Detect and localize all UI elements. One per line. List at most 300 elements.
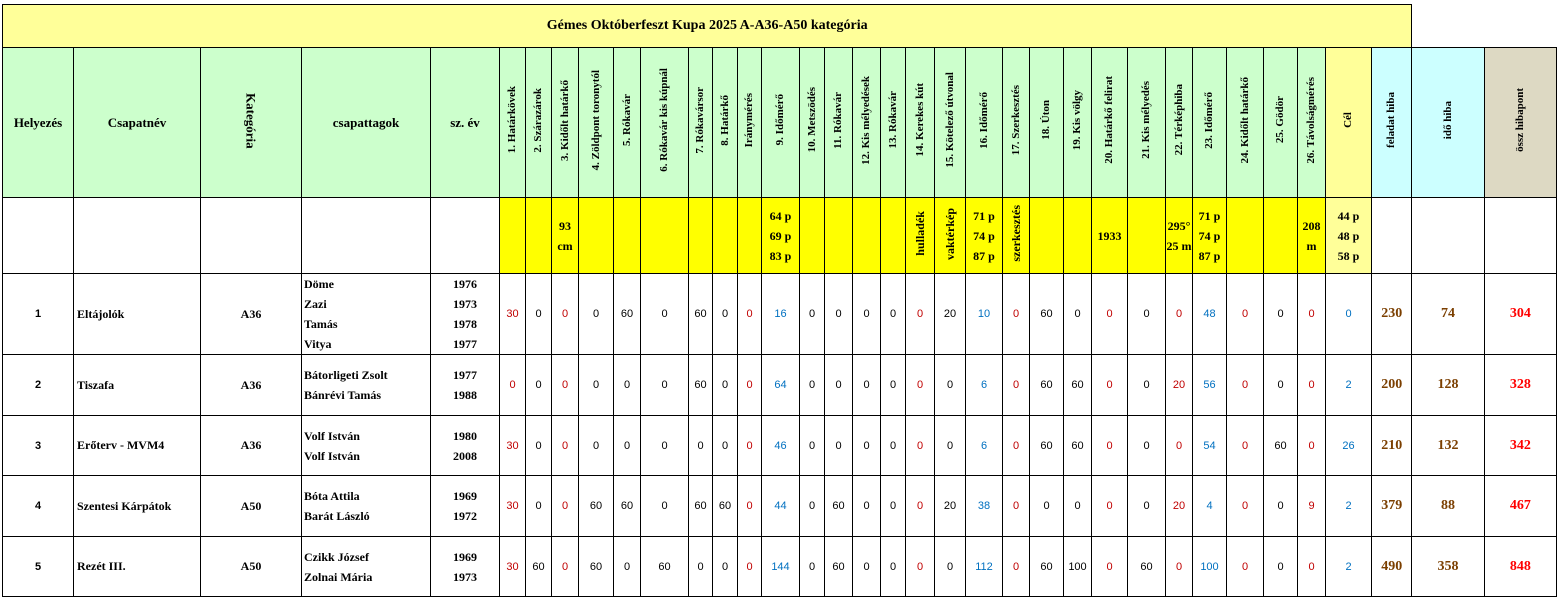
member-name: Bátorligeti Zsolt	[304, 368, 388, 382]
solution-cell	[1193, 198, 1227, 274]
solution-value: 74 p	[1198, 228, 1221, 243]
score-cell: 30	[500, 416, 526, 476]
score-cell: 0	[641, 476, 689, 537]
birth-year: 1980	[453, 428, 477, 443]
score-cell: 0	[1092, 274, 1128, 355]
member-name: Volf István	[304, 448, 360, 463]
header-station: 5. Rókavár	[614, 48, 641, 198]
birth-year: 1972	[453, 509, 477, 523]
score-cell: 0	[853, 537, 881, 597]
score-cell: 60	[579, 476, 614, 537]
time-error-cell: 88	[1412, 476, 1484, 537]
header-station: 4. Zöldpont toronytól	[579, 48, 614, 198]
score-cell: 0	[1003, 355, 1030, 416]
birth-year: 1969	[453, 549, 477, 564]
birth-year-cell	[431, 537, 500, 597]
score-cell: 26	[1326, 416, 1372, 476]
solution-blank	[74, 198, 201, 274]
rank-cell: 3	[3, 416, 74, 476]
birth-year: 1978	[453, 317, 477, 331]
score-cell: 0	[800, 274, 825, 355]
solution-cell	[1030, 198, 1064, 274]
header-task-error: feladat hiba	[1372, 48, 1412, 198]
score-cell: 0	[800, 416, 825, 476]
score-cell: 0	[641, 416, 689, 476]
score-cell: 0	[1003, 416, 1030, 476]
birth-year-cell	[431, 416, 500, 476]
member-name: Tamás	[304, 317, 338, 331]
score-cell: 0	[1166, 537, 1193, 597]
score-cell: 0	[552, 537, 579, 597]
birth-year: 2008	[453, 448, 477, 463]
score-cell: 0	[1166, 416, 1193, 476]
score-cell: 4	[1193, 476, 1227, 537]
score-cell: 60	[689, 355, 713, 416]
score-cell: 0	[1264, 355, 1298, 416]
score-cell: 0	[552, 476, 579, 537]
birth-year: 1973	[453, 297, 477, 311]
score-cell: 112	[966, 537, 1003, 597]
score-cell: 0	[713, 355, 738, 416]
solution-blank	[431, 198, 500, 274]
solution-value: 87 p	[973, 248, 995, 263]
solution-blank	[302, 198, 431, 274]
score-cell: 0	[1003, 537, 1030, 597]
solution-value: 71 p	[973, 208, 995, 223]
solution-cell: szerkesztés	[1003, 198, 1030, 274]
score-cell: 0	[1064, 476, 1092, 537]
score-cell: 20	[935, 476, 966, 537]
rank-cell: 1	[3, 274, 74, 355]
time-error-cell: 74	[1412, 274, 1484, 355]
score-cell: 0	[1030, 476, 1064, 537]
solution-cell	[1264, 198, 1298, 274]
score-cell: 0	[579, 355, 614, 416]
score-cell: 0	[881, 537, 906, 597]
member-name: Vitya	[304, 337, 332, 351]
score-cell: 0	[1326, 274, 1372, 355]
birth-year: 1977	[453, 368, 477, 382]
header-birth-year: sz. év	[431, 48, 500, 198]
solution-cell	[966, 198, 1003, 274]
score-cell: 0	[1003, 476, 1030, 537]
header-station: 12. Kis mélyedések	[853, 48, 881, 198]
solution-cell	[853, 198, 881, 274]
score-cell: 64	[762, 355, 800, 416]
score-cell: 2	[1326, 476, 1372, 537]
score-cell: 44	[762, 476, 800, 537]
score-cell: 60	[614, 476, 641, 537]
score-cell: 10	[966, 274, 1003, 355]
task-error-cell: 490	[1372, 537, 1412, 597]
solution-cell	[825, 198, 853, 274]
score-cell: 0	[1298, 274, 1326, 355]
score-cell: 0	[1166, 274, 1193, 355]
score-cell: 60	[1264, 416, 1298, 476]
score-cell: 60	[641, 537, 689, 597]
task-error-cell: 230	[1372, 274, 1412, 355]
solution-cell	[579, 198, 614, 274]
score-cell: 0	[641, 355, 689, 416]
table-title: Gémes Októberfeszt Kupa 2025 A-A36-A50 kategória	[3, 5, 1412, 48]
score-cell: 60	[614, 274, 641, 355]
table-row	[3, 537, 1557, 597]
score-cell: 30	[500, 274, 526, 355]
score-cell: 60	[1030, 537, 1064, 597]
members-cell	[302, 537, 431, 597]
score-cell: 0	[825, 355, 853, 416]
rank-cell: 5	[3, 537, 74, 597]
table-row	[3, 274, 1557, 355]
score-cell: 0	[1092, 355, 1128, 416]
score-cell: 6	[966, 355, 1003, 416]
score-cell: 60	[1128, 537, 1166, 597]
score-cell: 0	[1128, 274, 1166, 355]
score-cell: 0	[935, 416, 966, 476]
score-cell: 0	[526, 355, 552, 416]
task-error-cell: 200	[1372, 355, 1412, 416]
score-cell: 0	[906, 476, 935, 537]
header-station: 22. Térképhiba	[1166, 48, 1193, 198]
solution-cell	[881, 198, 906, 274]
total-cell: 467	[1484, 476, 1556, 537]
results-table	[2, 4, 1557, 597]
score-cell: 0	[713, 537, 738, 597]
score-cell: 0	[1264, 274, 1298, 355]
score-cell: 0	[800, 355, 825, 416]
score-cell: 0	[1298, 355, 1326, 416]
members-cell	[302, 274, 431, 355]
solution-cell	[1092, 198, 1128, 274]
header-station: Iránymérés	[738, 48, 762, 198]
solution-cell	[689, 198, 713, 274]
category-cell: A36	[201, 416, 302, 476]
solution-value: 58 p	[1337, 248, 1360, 263]
score-cell: 0	[881, 476, 906, 537]
score-cell: 48	[1193, 274, 1227, 355]
score-cell: 0	[906, 537, 935, 597]
score-cell: 0	[738, 355, 762, 416]
score-cell: 0	[825, 274, 853, 355]
score-cell: 38	[966, 476, 1003, 537]
score-cell: 0	[713, 416, 738, 476]
birth-year: 1969	[453, 489, 477, 503]
member-name: Döme	[304, 277, 334, 291]
solution-cell	[1128, 198, 1166, 274]
solution-cell	[1064, 198, 1092, 274]
score-cell: 0	[906, 274, 935, 355]
header-team: Csapatnév	[74, 48, 201, 198]
header-total: össz hibapont	[1484, 48, 1556, 198]
header-station: 2. Szárazárok	[526, 48, 552, 198]
header-station: 17. Szerkesztés	[1003, 48, 1030, 198]
score-cell: 30	[500, 537, 526, 597]
total-cell: 328	[1484, 355, 1556, 416]
score-cell: 0	[689, 416, 713, 476]
score-cell: 0	[614, 537, 641, 597]
header-station: 20. Határkő felirat	[1092, 48, 1128, 198]
score-cell: 0	[1227, 355, 1264, 416]
solution-cell	[614, 198, 641, 274]
score-cell: 2	[1326, 355, 1372, 416]
birth-year-cell	[431, 355, 500, 416]
score-cell: 0	[713, 274, 738, 355]
score-cell: 0	[689, 537, 713, 597]
header-station: 16. Időmérő	[966, 48, 1003, 198]
score-cell: 0	[906, 416, 935, 476]
total-cell: 848	[1484, 537, 1556, 597]
table-row	[3, 416, 1557, 476]
score-cell: 0	[881, 355, 906, 416]
solution-cell	[1298, 198, 1326, 274]
score-cell: 20	[1166, 355, 1193, 416]
score-cell: 16	[762, 274, 800, 355]
birth-year: 1988	[453, 388, 477, 402]
team-name: Eltájolók	[74, 274, 201, 355]
header-station: 24. Kidőlt határkő	[1227, 48, 1264, 198]
birth-year: 1977	[453, 337, 477, 351]
rank-cell: 4	[3, 476, 74, 537]
members-cell	[302, 476, 431, 537]
header-members: csapattagok	[302, 48, 431, 198]
score-cell: 0	[1128, 476, 1166, 537]
score-cell: 0	[1227, 476, 1264, 537]
score-cell: 0	[1227, 274, 1264, 355]
solution-blank	[1412, 198, 1484, 274]
score-cell: 60	[689, 274, 713, 355]
solution-blank	[201, 198, 302, 274]
score-cell: 0	[526, 476, 552, 537]
header-category: Kategória	[201, 48, 302, 198]
header-station: 14. Kerekes kút	[906, 48, 935, 198]
score-cell: 60	[579, 537, 614, 597]
solution-value: 87 p	[1198, 248, 1221, 263]
solution-blank	[3, 198, 74, 274]
score-cell: 0	[738, 416, 762, 476]
solution-cell	[1227, 198, 1264, 274]
score-cell: 0	[738, 476, 762, 537]
header-station: 11. Rókavár	[825, 48, 853, 198]
score-cell: 0	[552, 274, 579, 355]
header-station: 18. Úton	[1030, 48, 1064, 198]
solution-cell	[641, 198, 689, 274]
score-cell: 0	[1092, 537, 1128, 597]
score-cell: 30	[500, 476, 526, 537]
score-cell: 60	[1030, 355, 1064, 416]
solution-value: 74 p	[973, 228, 995, 243]
solution-blank	[1484, 198, 1556, 274]
birth-year: 1973	[453, 569, 477, 584]
score-cell: 0	[526, 416, 552, 476]
score-cell: 0	[853, 355, 881, 416]
member-name: Bánrévi Tamás	[304, 388, 382, 402]
solution-cell	[500, 198, 526, 274]
score-cell: 0	[552, 355, 579, 416]
members-cell	[302, 355, 431, 416]
score-cell: 60	[713, 476, 738, 537]
header-station: 25. Gödör	[1264, 48, 1298, 198]
header-rank: Helyezés	[3, 48, 74, 198]
score-cell: 2	[1326, 537, 1372, 597]
header-station: 7. Rókavársor	[689, 48, 713, 198]
score-cell: 60	[1030, 274, 1064, 355]
header-station: 19. Kis völgy	[1064, 48, 1092, 198]
score-cell: 0	[825, 416, 853, 476]
solution-value: 71 p	[1198, 208, 1221, 223]
header-station: 23. Időmérő	[1193, 48, 1227, 198]
solution-value: cm	[557, 238, 573, 253]
solution-value: 44 p	[1337, 208, 1360, 223]
score-cell: 0	[614, 355, 641, 416]
solution-cell	[552, 198, 579, 274]
header-station: 10. Metszödés	[800, 48, 825, 198]
solution-value: 25 m	[1166, 238, 1192, 253]
member-name: Bóta Attila	[304, 489, 360, 503]
score-cell: 0	[1092, 416, 1128, 476]
member-name: Barát László	[304, 509, 370, 523]
time-error-cell: 132	[1412, 416, 1484, 476]
solution-cell: vaktérkép	[935, 198, 966, 274]
score-cell: 0	[500, 355, 526, 416]
solution-cell	[713, 198, 738, 274]
score-cell: 20	[935, 274, 966, 355]
score-cell: 0	[800, 476, 825, 537]
score-cell: 0	[881, 274, 906, 355]
solution-value: 1933	[1097, 228, 1122, 243]
score-cell: 60	[689, 476, 713, 537]
category-cell: A36	[201, 274, 302, 355]
header-station: Cél	[1326, 48, 1372, 198]
score-cell: 54	[1193, 416, 1227, 476]
score-cell: 0	[935, 355, 966, 416]
solution-value: 208 m	[1302, 218, 1321, 253]
score-cell: 0	[1264, 537, 1298, 597]
score-cell: 0	[853, 476, 881, 537]
total-cell: 304	[1484, 274, 1556, 355]
solution-value: 64 p	[769, 208, 792, 223]
score-cell: 60	[526, 537, 552, 597]
header-station: 1. Határkövek	[500, 48, 526, 198]
solution-cell	[1166, 198, 1193, 274]
score-cell: 0	[738, 274, 762, 355]
score-cell: 0	[1264, 476, 1298, 537]
score-cell: 56	[1193, 355, 1227, 416]
score-cell: 0	[579, 416, 614, 476]
solution-cell	[800, 198, 825, 274]
score-cell: 9	[1298, 476, 1326, 537]
score-cell: 0	[853, 416, 881, 476]
category-cell: A50	[201, 476, 302, 537]
team-name: Rezét III.	[74, 537, 201, 597]
score-cell: 0	[614, 416, 641, 476]
score-cell: 144	[762, 537, 800, 597]
team-name: Erőterv - MVM4	[74, 416, 201, 476]
score-cell: 0	[800, 537, 825, 597]
solution-cell	[738, 198, 762, 274]
score-cell: 20	[1166, 476, 1193, 537]
header-station: 13. Rókavár	[881, 48, 906, 198]
birth-year: 1976	[453, 277, 477, 291]
header-station: 21. Kis mélyedés	[1128, 48, 1166, 198]
category-cell: A36	[201, 355, 302, 416]
score-cell: 0	[1064, 274, 1092, 355]
solution-cell	[762, 198, 800, 274]
member-name: Zazi	[304, 297, 327, 311]
time-error-cell: 128	[1412, 355, 1484, 416]
score-cell: 46	[762, 416, 800, 476]
table-row	[3, 476, 1557, 537]
solution-blank	[1372, 198, 1412, 274]
score-cell: 60	[825, 537, 853, 597]
score-cell: 0	[853, 274, 881, 355]
score-cell: 60	[1064, 416, 1092, 476]
score-cell: 0	[1128, 355, 1166, 416]
score-cell: 0	[1298, 416, 1326, 476]
team-name: Tiszafa	[74, 355, 201, 416]
score-cell: 100	[1193, 537, 1227, 597]
score-cell: 60	[825, 476, 853, 537]
solution-value: 295°	[1167, 218, 1191, 233]
solution-value: 69 p	[769, 228, 792, 243]
task-error-cell: 210	[1372, 416, 1412, 476]
header-station: 6. Rókavár kis kúpnál	[641, 48, 689, 198]
score-cell: 0	[1003, 274, 1030, 355]
member-name: Volf István	[304, 428, 360, 443]
score-cell: 60	[1064, 355, 1092, 416]
member-name: Zolnai Mária	[304, 569, 373, 584]
score-cell: 0	[579, 274, 614, 355]
task-error-cell: 379	[1372, 476, 1412, 537]
solution-cell: hulladék	[906, 198, 935, 274]
member-name: Czikk József	[304, 549, 369, 564]
header-time-error: idő hiba	[1412, 48, 1484, 198]
header-station: 3. Kidőlt határkő	[552, 48, 579, 198]
score-cell: 0	[881, 416, 906, 476]
score-cell: 0	[641, 274, 689, 355]
solution-value: 83 p	[769, 248, 792, 263]
rank-cell: 2	[3, 355, 74, 416]
solution-cell	[1326, 198, 1372, 274]
score-cell: 0	[1092, 476, 1128, 537]
table-row	[3, 355, 1557, 416]
score-cell: 0	[738, 537, 762, 597]
solution-value: 93	[559, 218, 571, 233]
header-station: 8. Határkő	[713, 48, 738, 198]
score-cell: 0	[935, 537, 966, 597]
solution-value: 48 p	[1337, 228, 1360, 243]
score-cell: 0	[906, 355, 935, 416]
total-cell: 342	[1484, 416, 1556, 476]
header-station: 9. Időmérő	[762, 48, 800, 198]
score-cell: 0	[526, 274, 552, 355]
score-cell: 6	[966, 416, 1003, 476]
score-cell: 0	[1227, 537, 1264, 597]
category-cell: A50	[201, 537, 302, 597]
time-error-cell: 358	[1412, 537, 1484, 597]
header-station: 26. Távolságmérés	[1298, 48, 1326, 198]
header-station: 15. Kötelező útvonal	[935, 48, 966, 198]
score-cell: 0	[1227, 416, 1264, 476]
score-cell: 100	[1064, 537, 1092, 597]
team-name: Szentesi Kárpátok	[74, 476, 201, 537]
score-cell: 0	[1298, 537, 1326, 597]
members-cell	[302, 416, 431, 476]
birth-year-cell	[431, 274, 500, 355]
solution-cell	[526, 198, 552, 274]
score-cell: 0	[1128, 416, 1166, 476]
birth-year-cell	[431, 476, 500, 537]
score-cell: 0	[552, 416, 579, 476]
